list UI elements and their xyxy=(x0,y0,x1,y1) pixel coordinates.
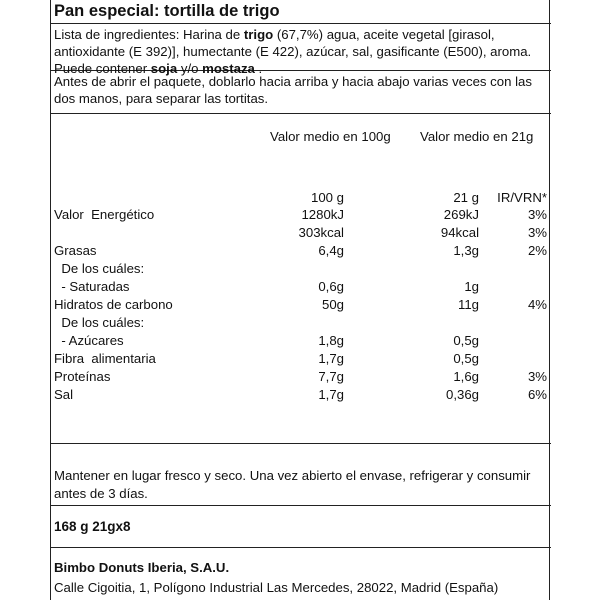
nutrient-value-100g: 1280kJ xyxy=(301,207,344,222)
nutrient-value-21g: 0,36g xyxy=(445,387,479,402)
storage-section xyxy=(51,444,551,506)
nutrient-value-21g: 0,5g xyxy=(453,351,479,366)
nutrient-value-21g: 1g xyxy=(464,279,479,294)
nutrient-value-21g: 11g xyxy=(457,297,479,312)
nutrient-value-100g: 0,6g xyxy=(318,279,344,294)
nutrient-ir-vrn: 4% xyxy=(527,297,547,312)
nutrient-value-100g: 303kcal xyxy=(298,225,344,240)
nutrient-ir-vrn: 3% xyxy=(527,369,547,384)
nutrient-label: - Azúcares xyxy=(54,333,124,348)
company-address: Calle Cigoitia, 1, Polígono Industrial Las Mercedes, 28022, Madrid (España) xyxy=(54,580,499,595)
nutrient-label: De los cuáles: xyxy=(54,315,145,330)
ingredients-text xyxy=(54,27,549,77)
nutrient-value-100g: 7,7g xyxy=(318,369,344,384)
nutrient-value-100g: 1,8g xyxy=(318,333,344,348)
nutrient-value-100g: 1,7g xyxy=(318,351,344,366)
nutrient-ir-vrn: 3% xyxy=(527,225,547,240)
nutrient-label: De los cuáles: xyxy=(54,261,145,276)
ingredients-prefix: Lista de ingredientes: Harina de xyxy=(54,27,244,42)
ingredients-connector: y/o xyxy=(177,60,203,76)
title-section xyxy=(51,0,551,24)
net-weight: 168 g 21gx8 xyxy=(54,519,131,534)
nutrient-value-21g: 0,5g xyxy=(453,333,479,348)
ingredients-suffix: . xyxy=(254,60,263,76)
nutrient-value-100g: 50g xyxy=(321,297,344,312)
nutrient-label: Fibra alimentaria xyxy=(54,351,156,366)
nutrient-label: Proteínas xyxy=(54,369,111,384)
col-ir-header: IR/VRN* xyxy=(497,190,547,205)
nutrient-label: Hidratos de carbono xyxy=(54,297,173,312)
nutrition-label xyxy=(50,0,550,600)
col-21g-header: 21 g xyxy=(453,190,479,205)
company-section xyxy=(51,548,551,600)
header-100g: Valor medio en 100g xyxy=(270,129,391,144)
allergen-trigo: trigo xyxy=(243,27,274,42)
instructions-section xyxy=(51,71,551,114)
nutrient-value-21g: 94kcal xyxy=(440,225,479,240)
nutrient-value-21g: 269kJ xyxy=(443,207,479,222)
nutrient-value-21g: 1,3g xyxy=(453,243,479,258)
nutrient-label: Sal xyxy=(54,387,74,402)
weight-section xyxy=(51,506,551,548)
product-title: Pan especial: tortilla de trigo xyxy=(54,2,280,20)
col-100g-header: 100 g xyxy=(310,190,344,205)
company-name: Bimbo Donuts Iberia, S.A.U. xyxy=(54,560,230,575)
nutrient-value-21g: 1,6g xyxy=(453,369,479,384)
nutrient-label: Grasas xyxy=(54,243,97,258)
nutrition-section xyxy=(51,114,551,444)
nutrient-value-100g: 6,4g xyxy=(318,243,344,258)
allergen-mostaza: mostaza xyxy=(202,60,255,76)
nutrient-ir-vrn: 3% xyxy=(527,207,547,222)
instructions-text: Antes de abrir el paquete, doblarlo hacia arriba y hacia abajo varias veces con las dos manos, para separar las tortitas. xyxy=(54,74,532,106)
allergen-soja: soja xyxy=(150,60,178,76)
nutrient-ir-vrn: 2% xyxy=(527,243,547,258)
header-21g: Valor medio en 21g xyxy=(420,129,534,144)
nutrient-ir-vrn: 6% xyxy=(527,387,547,402)
nutrient-label: Valor Energético xyxy=(54,207,155,222)
storage-text: Mantener en lugar fresco y seco. Una vez abierto el envase, refrigerar y consumir antes de 3 días. xyxy=(54,468,531,501)
nutrient-value-100g: 1,7g xyxy=(318,387,344,402)
ingredients-middle: (67,7%) agua, aceite vegetal [girasol, antioxidante (E 392)], humectante (E 422), azúcar, sal, gasificante (E500), aroma. Puede contener xyxy=(54,27,532,76)
ingredients-section xyxy=(51,24,551,76)
nutrient-label: - Saturadas xyxy=(54,279,130,294)
